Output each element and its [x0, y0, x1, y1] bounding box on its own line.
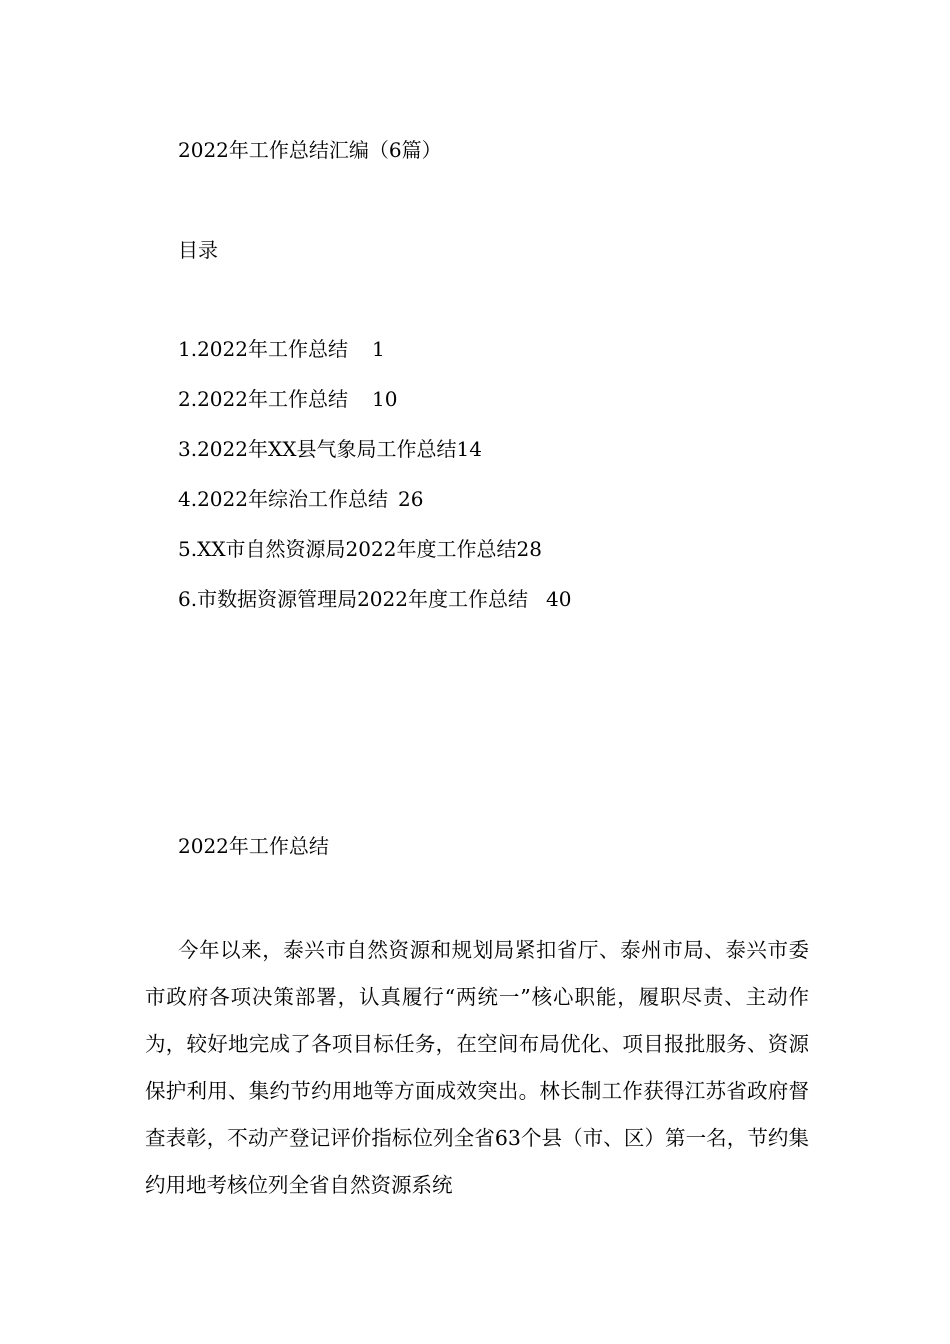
toc-entry-page: 1: [371, 337, 385, 361]
toc-entry-title: 5.XX市自然资源局2022年度工作总结: [178, 537, 517, 561]
toc-entry[interactable]: [178, 335, 571, 385]
toc-heading: 目录: [178, 238, 218, 262]
toc-entry-page: 28: [516, 537, 542, 561]
document-title: 2022年工作总结汇编（6篇）: [178, 138, 442, 162]
toc-entry-page: 26: [397, 487, 424, 511]
toc-entry-page: 14: [456, 437, 482, 461]
toc-entry-title: 2.2022年工作总结: [178, 387, 348, 411]
toc-entry-title: 1.2022年工作总结: [178, 337, 348, 361]
toc-entry-title: 3.2022年XX县气象局工作总结: [178, 437, 457, 461]
toc-entry[interactable]: [178, 385, 571, 435]
body-paragraph: 今年以来，泰兴市自然资源和规划局紧扣省厅、泰州市局、泰兴市委市政府各项决策部署，认真履行“两统一”核心职能，履职尽责、主动作为，较好地完成了各项目标任务，在空间布局优化、项目报批服务、资源保护利用、集约节约用地等方面成效突出。林长制工作获得江苏省政府督查表彰，不动产登记评价指标位列全省63个县（市、区）第一名，节约集约用地考核位列全省自然资源系统: [145, 938, 809, 1197]
toc-entry-title: 6.市数据资源管理局2022年度工作总结: [178, 587, 528, 611]
toc-entry-title: 4.2022年综治工作总结: [178, 487, 388, 511]
section-title: 2022年工作总结: [178, 834, 329, 858]
toc-entry-page: 40: [545, 587, 572, 611]
toc-entry[interactable]: [178, 585, 571, 635]
toc-entry[interactable]: [178, 435, 571, 485]
table-of-contents: [178, 335, 571, 635]
toc-entry[interactable]: [178, 485, 571, 535]
toc-entry-page: 10: [371, 387, 398, 411]
toc-entry[interactable]: [178, 535, 571, 585]
